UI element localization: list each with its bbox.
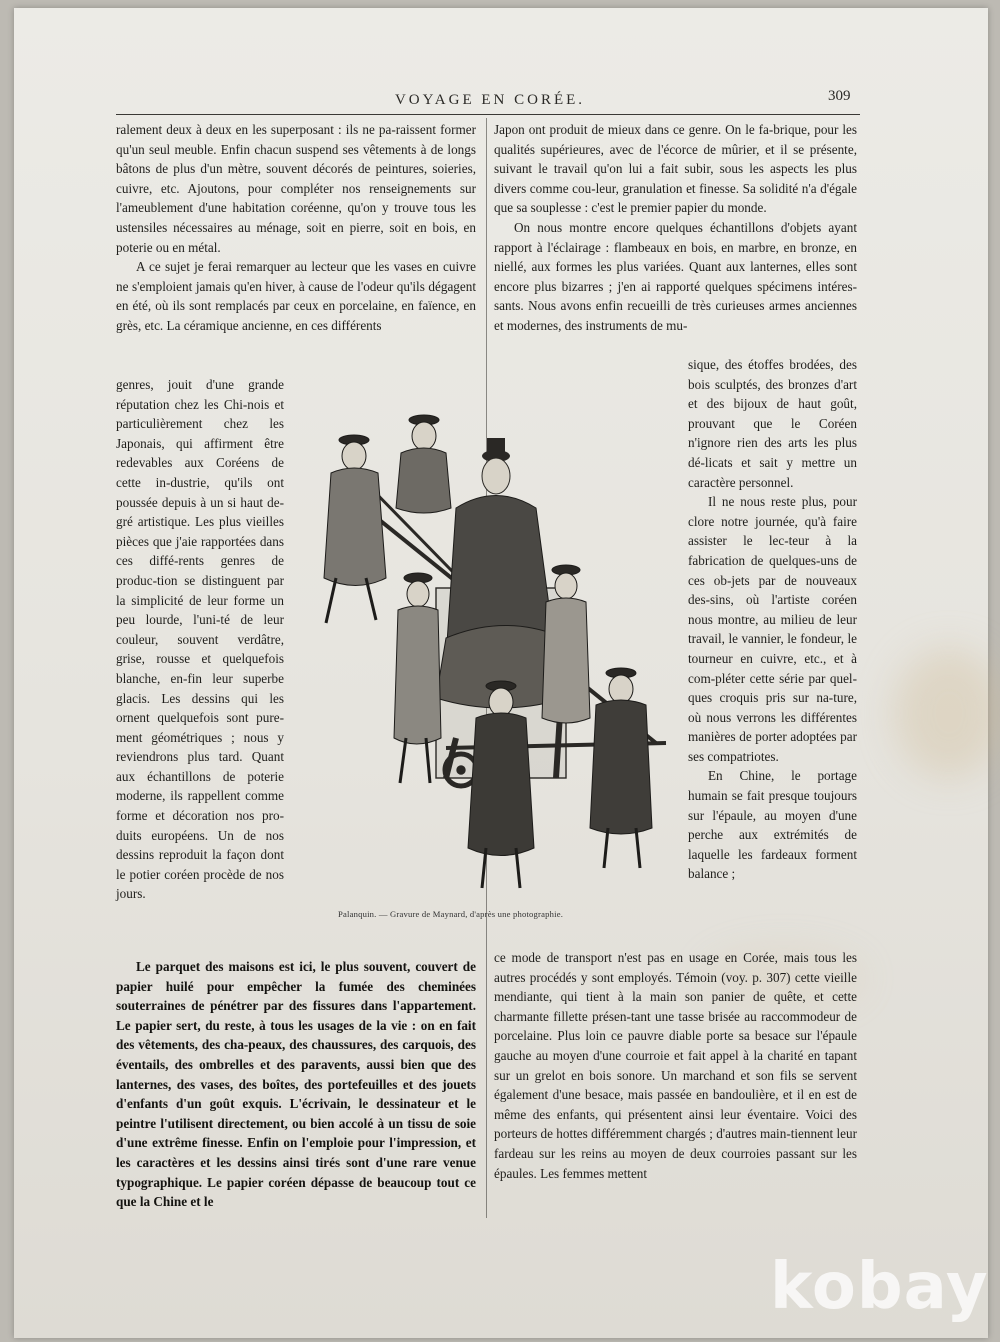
paragraph: sique, des étoffes brodées, des bois sculptés, des bronzes d'art et des bijoux de haut goût, prouvant que le Coréen n'ignore rien des arts les plus dé-licats et sait y mettre un caractère personnel. bbox=[688, 357, 857, 490]
right-column-top bbox=[494, 120, 857, 336]
paragraph: Japon ont produit de mieux dans ce genre. On le fa-brique, pour les qualités supérieures, avec de l'écorce de mûrier, et il se présente, suivant le travail qu'on lui a fait subir, sous les aspects les plus divers comme cou-leur, granulation et finesse. Sa solidité n'a d'égale que sa souplesse : c'est le premier papier du monde. bbox=[494, 122, 857, 216]
left-column-top bbox=[116, 120, 476, 336]
palanquin-engraving bbox=[296, 398, 676, 898]
right-column-narrow bbox=[688, 355, 857, 884]
paragraph: ralement deux à deux en les superposant : ils ne pa-raissent former qu'un seul meuble. Enfin chacun suspend ses vêtements à de longs bâtons de plus d'un mètre, souvent décorés de peintures, soieries, cuivre, etc. Ajoutons, pour compléter nos renseignements sur l'ameublement d'une habitation coréenne, qu'on y trouve tous les ustensiles nécessaires au ménage, soit en pierre, soit en bois, en poterie ou en métal. bbox=[116, 122, 476, 255]
paragraph: Le parquet des maisons est ici, le plus souvent, couvert de papier huilé pour empêcher la fumée des cheminées souterraines de pénétrer par des fissures dans l'appartement. Le papier sert, du reste, à tous les usages de la vie : on en fait des vêtements, des cha-peaux, des chaussures, des carquois, des éventails, des ombrelles et des paravents, aussi bien que des lanternes, des vases, des boîtes, des portefeuilles et des jouets d'enfants d'un goût exquis. L'écrivain, le dessinateur et le peintre l'utilisent directement, ou bien accolé à un tissu de soie d'une extrême finesse. Enfin on l'emploie pour l'impression, et les caractères et les dessins ainsi tirés sont d'une rare venue typographique. Le papier coréen dépasse de beaucoup tout ce que la Chine et le bbox=[116, 959, 476, 1210]
right-column-bottom bbox=[494, 948, 857, 1183]
paper-stain bbox=[894, 648, 1000, 778]
page-number: 309 bbox=[828, 88, 851, 104]
left-column-narrow bbox=[116, 375, 284, 904]
header-rule bbox=[116, 114, 860, 115]
paragraph: En Chine, le portage humain se fait presque toujours sur l'épaule, au moyen d'une perche aux extrémités de laquelle les fardeaux forment balance ; bbox=[688, 768, 857, 882]
paragraph: A ce sujet je ferai remarquer au lecteur que les vases en cuivre ne s'emploient jamais qu'en hiver, à cause de l'odeur qu'ils dégagent en été, où ils sont remplacés par ceux en porcelaine, en faïence, en grès, etc. La céramique ancienne, en ces différents bbox=[116, 259, 476, 333]
running-header-title: VOYAGE EN CORÉE. bbox=[394, 92, 586, 108]
left-column-bottom bbox=[116, 957, 476, 1212]
figure-caption: Palanquin. — Gravure de Maynard, d'après une photographie. bbox=[338, 909, 564, 919]
watermark-logo: kobay bbox=[770, 1250, 989, 1324]
paragraph: genres, jouit d'une grande réputation chez les Chi-nois et particulièrement chez les Japonais, qui affirment être redevables aux Coréens de cette in-dustrie, qu'ils ont poussée depuis à un si haut de-gré artistique. Les plus vieilles pièces que j'aie rapportées dans ces diffé-rents genres de produc-tion se distinguent par la simplicité de leur forme un peu lourde, l'uni-té de leur couleur, souvent verdâtre, grise, rousse et quelquefois blanche, en-fin leur superbe glacis. Les dessins qui les ornent quelquefois sont pure-ment géométriques ; nous y reviendrons plus tard. Quant aux échantillons de poterie moderne, ils rappellent comme forme et décoration nos pro-duits européens. Un de nos dessins reproduit la façon dont le potier coréen procède de nos jours. bbox=[116, 377, 284, 902]
paragraph: Il ne nous reste plus, pour clore notre journée, qu'à faire assister le lec-teur à la fabrication de quelques-uns de ces ob-jets par de nouveaux des-sins, où l'artiste coréen nous montre, au milieu de leur travail, le vannier, le fondeur, le tourneur en cuivre, etc., et à com-pléter cette série par quel-ques croquis pris sur na-ture, où nous verrons les différentes manières de porter adoptées par ses compatriotes. bbox=[688, 494, 857, 764]
paragraph: On nous montre encore quelques échantillons d'objets ayant rapport à l'éclairage : flambeaux en bois, en marbre, en bronze, en niellé, aux formes les plus variées. Quant aux lanternes, elles sont encore plus bizarres ; j'en ai rapporté quelques spécimens intéres-sants. Nous avons enfin recueilli de très curieuses armes anciennes et modernes, des instruments de mu- bbox=[494, 219, 857, 333]
paragraph: ce mode de transport n'est pas en usage en Corée, mais tous les autres procédés y sont employés. Témoin (voy. p. 307) cette vieille mendiante, qui tient à la main son panier de quête, et cette charmante fillette présen-tant une tasse brisée au raccommodeur de porcelaine. Plus loin ce pauvre diable porte sa besace sur l'épaule gauche au moyen d'une courroie et fait appel à la charité en tapant sur un grelot en bois sonore. Un marchand et son fils se servent également d'une besace, mais passée en bandoulière, et il en est de même des enfants, qui présentent ainsi leur éventaire. Voici des porteurs de hottes différemment chargés ; d'autres main-tiennent leur fardeau sur les reins au moyen de deux courroies passant sur les épaules. Les femmes mettent bbox=[494, 950, 857, 1181]
